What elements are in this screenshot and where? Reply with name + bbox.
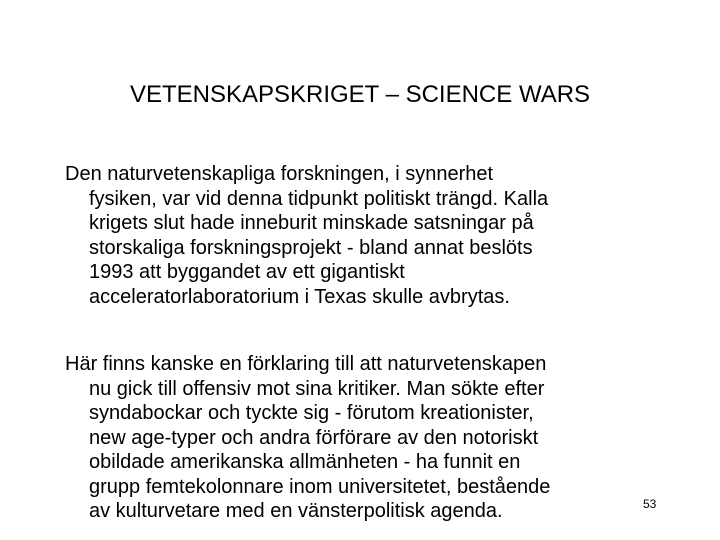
paragraph-line: nu gick till offensiv mot sina kritiker. Man sökte efter [89, 377, 545, 400]
paragraph-line: new age-typer och andra förförare av den notoriskt [89, 426, 539, 449]
paragraph-line: 1993 att byggandet av ett gigantiskt [89, 261, 405, 283]
paragraph-line: fysiken, var vid denna tidpunkt politiskt trängd. Kalla [89, 187, 549, 210]
paragraph-2 [65, 352, 550, 524]
paragraph-line: syndabockar och tyckte sig - förutom kreationister, [89, 402, 534, 424]
paragraph-line: obildade amerikanska allmänheten - ha funnit en [89, 451, 521, 473]
paragraph-line: acceleratorlaboratorium i Texas skulle avbrytas. [89, 285, 510, 308]
paragraph-1 [65, 162, 548, 309]
paragraph-line: grupp femtekolonnare inom universitetet, bestående [89, 475, 551, 498]
paragraph-line: Den naturvetenskapliga forskningen, i synnerhet [65, 163, 494, 185]
slide-number: 53 [643, 497, 657, 511]
paragraph-line: krigets slut hade inneburit minskade satsningar på [89, 212, 534, 234]
paragraph-line: av kulturvetare med en vänsterpolitisk agenda. [89, 500, 503, 522]
slide-title: VETENSKAPSKRIGET – SCIENCE WARS [129, 81, 591, 108]
paragraph-line: Här finns kanske en förklaring till att naturvetenskapen [65, 353, 547, 375]
paragraph-line: storskaliga forskningsprojekt - bland annat beslöts [89, 236, 533, 259]
